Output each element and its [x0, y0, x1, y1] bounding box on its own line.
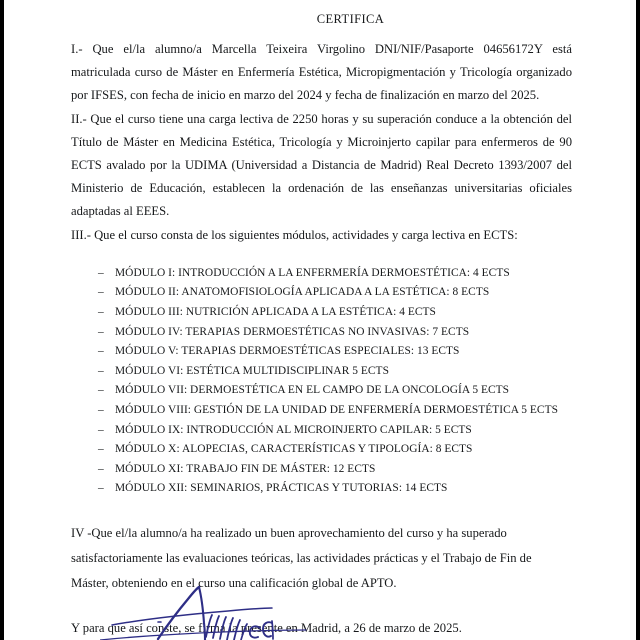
paragraph-clause-i: I.- Que el/la alumno/a Marcella Teixeira Virgolino DNI/NIF/Pasaporte 04656172Y está matriculada curso de Máster en Enfermería Estética, Micropigmentación y Tricología organizado por IFSES, con fecha de inicio en marzo del 2024 y fecha de finalización en marzo del 2025.	[71, 42, 572, 103]
paragraph-clause-iii: III.- Que el curso consta de los siguientes módulos, actividades y carga lectiva en ECTS:	[71, 227, 518, 242]
module-label: MÓDULO VIII: GESTIÓN DE LA UNIDAD DE ENFERMERÍA DERMOESTÉTICA 5 ECTS	[115, 403, 558, 416]
list-item	[71, 342, 572, 362]
list-item	[71, 460, 572, 480]
bullet-dash-icon: –	[98, 482, 104, 495]
module-label: MÓDULO IV: TERAPIAS DERMOESTÉTICAS NO INVASIVAS: 7 ECTS	[115, 325, 470, 338]
bullet-dash-icon: –	[98, 364, 104, 377]
module-label: MÓDULO II: ANATOMOFISIOLOGÍA APLICADA A LA ESTÉTICA: 8 ECTS	[115, 286, 490, 299]
module-label: MÓDULO VI: ESTÉTICA MULTIDISCIPLINAR 5 ECTS	[115, 364, 389, 377]
module-label: MÓDULO X: ALOPECIAS, CARACTERÍSTICAS Y TIPOLOGÍA: 8 ECTS	[115, 443, 473, 456]
list-item	[71, 421, 572, 441]
list-item	[71, 323, 572, 343]
module-label: MÓDULO V: TERAPIAS DERMOESTÉTICAS ESPECIALES: 13 ECTS	[115, 345, 460, 358]
list-item	[71, 401, 572, 421]
page-title: CERTIFICA	[316, 12, 385, 26]
bullet-dash-icon: –	[98, 462, 104, 475]
module-label: MÓDULO VII: DERMOESTÉTICA EN EL CAMPO DE LA ONCOLOGÍA 5 ECTS	[115, 384, 510, 397]
list-item	[71, 303, 572, 323]
module-label: MÓDULO IX: INTRODUCCIÓN AL MICROINJERTO CAPILAR: 5 ECTS	[115, 423, 472, 436]
bullet-dash-icon: –	[98, 345, 104, 358]
list-item	[71, 283, 572, 303]
bullet-dash-icon: –	[98, 403, 104, 416]
list-item	[71, 479, 572, 499]
paragraph-clause-iv: IV -Que el/la alumno/a ha realizado un buen aprovechamiento del curso y ha superado satisfactoriamente las evaluaciones teóricas, las actividades prácticas y el Trabajo de Fin de Máster, obteniendo en el curso una calificación global de APTO.	[71, 525, 532, 590]
bullet-dash-icon: –	[98, 266, 104, 279]
list-item	[71, 362, 572, 382]
bullet-dash-icon: –	[98, 423, 104, 436]
module-label: MÓDULO III: NUTRICIÓN APLICADA A LA ESTÉTICA: 4 ECTS	[115, 306, 436, 319]
signature-area	[4, 575, 636, 640]
list-item	[71, 264, 572, 284]
bullet-dash-icon: –	[98, 306, 104, 319]
bullet-dash-icon: –	[98, 325, 104, 338]
bullet-dash-icon: –	[98, 384, 104, 397]
paragraph-clause-ii: II.- Que el curso tiene una carga lectiva de 2250 horas y su superación conduce a la obtención del Título de Máster en Medicina Estética, Tricología y Microinjerto capilar para enfermeros de 90 ECTS avalado por la UDIMA (Universidad a Distancia de Madrid) Real Decreto 1393/2007 del Ministerio de Educación, establecen la ordenación de las enseñanzas universitarias oficiales adaptadas al EEES.	[71, 111, 572, 219]
handwritten-signature	[100, 575, 330, 640]
bullet-dash-icon: –	[98, 443, 104, 456]
module-label: MÓDULO XI: TRABAJO FIN DE MÁSTER: 12 ECTS	[115, 462, 376, 475]
module-label: MÓDULO I: INTRODUCCIÓN A LA ENFERMERÍA DERMOESTÉTICA: 4 ECTS	[115, 266, 510, 279]
bullet-dash-icon: –	[98, 286, 104, 299]
paragraph-closing: Y para que así conste, se firma la presente en Madrid, a 26 de marzo de 2025.	[71, 620, 462, 635]
document-page	[4, 0, 636, 640]
document-body	[71, 12, 572, 640]
list-item	[71, 381, 572, 401]
list-item	[71, 440, 572, 460]
module-list	[71, 264, 572, 499]
module-label: MÓDULO XII: SEMINARIOS, PRÁCTICAS Y TUTORIAS: 14 ECTS	[115, 482, 448, 495]
